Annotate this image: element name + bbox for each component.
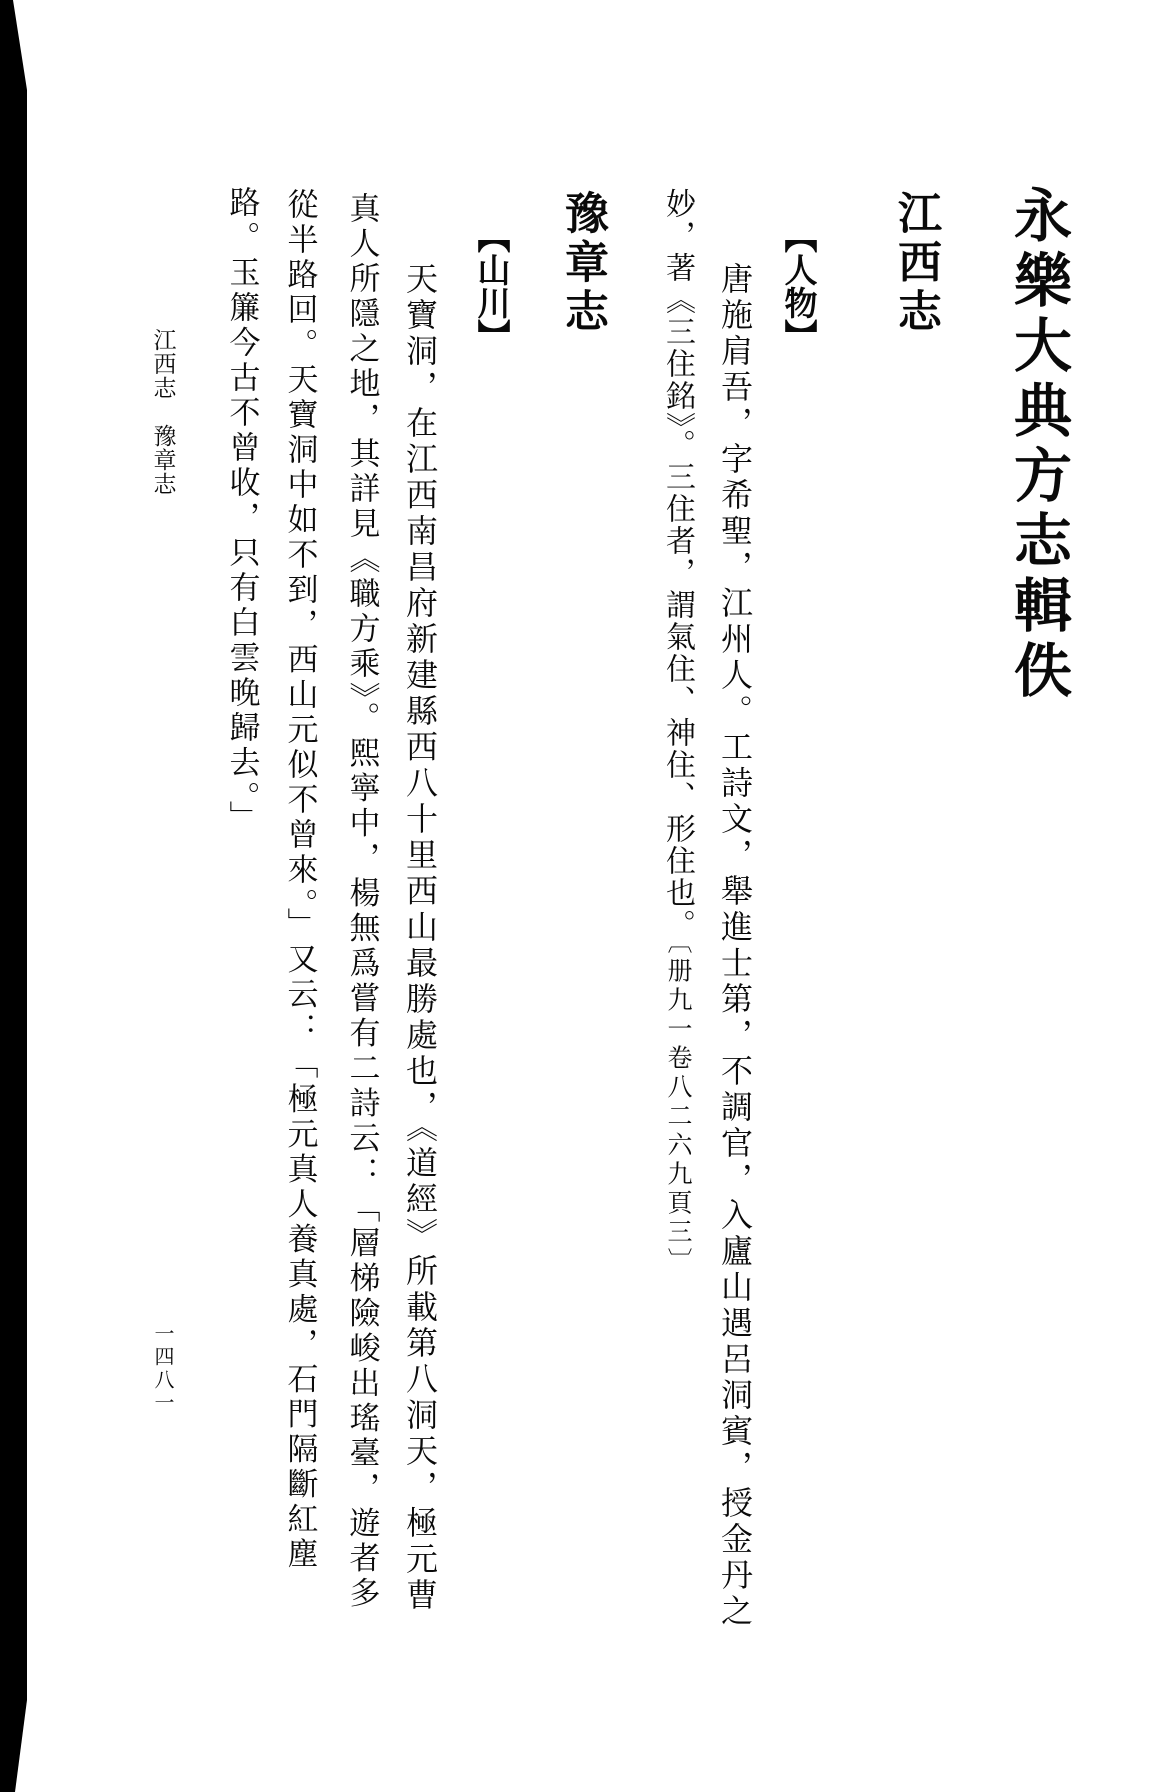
text-column [662,188,692,1277]
text-run: 妙，著《三住銘》。三住者，謂氣住、神住、形住也。 [661,188,694,941]
section-heading-renwu: 【人物】 [779,220,816,352]
citation-note: 〔册九一卷八二六九頁三〕 [664,941,691,1277]
page-number: 一四八一 [151,1323,173,1415]
text-column: 路。玉簾今古不曾收，只有白雲晚歸去。」 [224,186,260,836]
gazetteer-title-jiangxi: 江西志 [891,190,940,337]
text-column: 從半路回。天寶洞中如不到，西山元似不曾來。」又云：「極元真人養真處，石門隔斷紅塵 [282,188,318,1573]
section-heading-shanchuan: 【山川】 [472,220,509,352]
scan-gutter-shadow [0,0,27,1792]
book-title: 永樂大典方志輯佚 [1005,185,1070,705]
running-title: 江西志 豫章志 [150,328,176,496]
text-column: 天寶洞，在江西南昌府新建縣西八十里西山最勝處也，《道經》所載第八洞天，極元曹 [402,262,438,1614]
text-column: 真人所隱之地，其詳見《職方乘》。熙寧中，楊無爲嘗有二詩云：「層梯險峻出瑤臺，遊者多 [344,192,380,1612]
text-column: 唐施肩吾，字希聖，江州人。工詩文，舉進士第，不調官，入廬山遇呂洞賓，授金丹之 [717,262,753,1630]
gazetteer-title-yuzhang: 豫章志 [558,190,607,337]
